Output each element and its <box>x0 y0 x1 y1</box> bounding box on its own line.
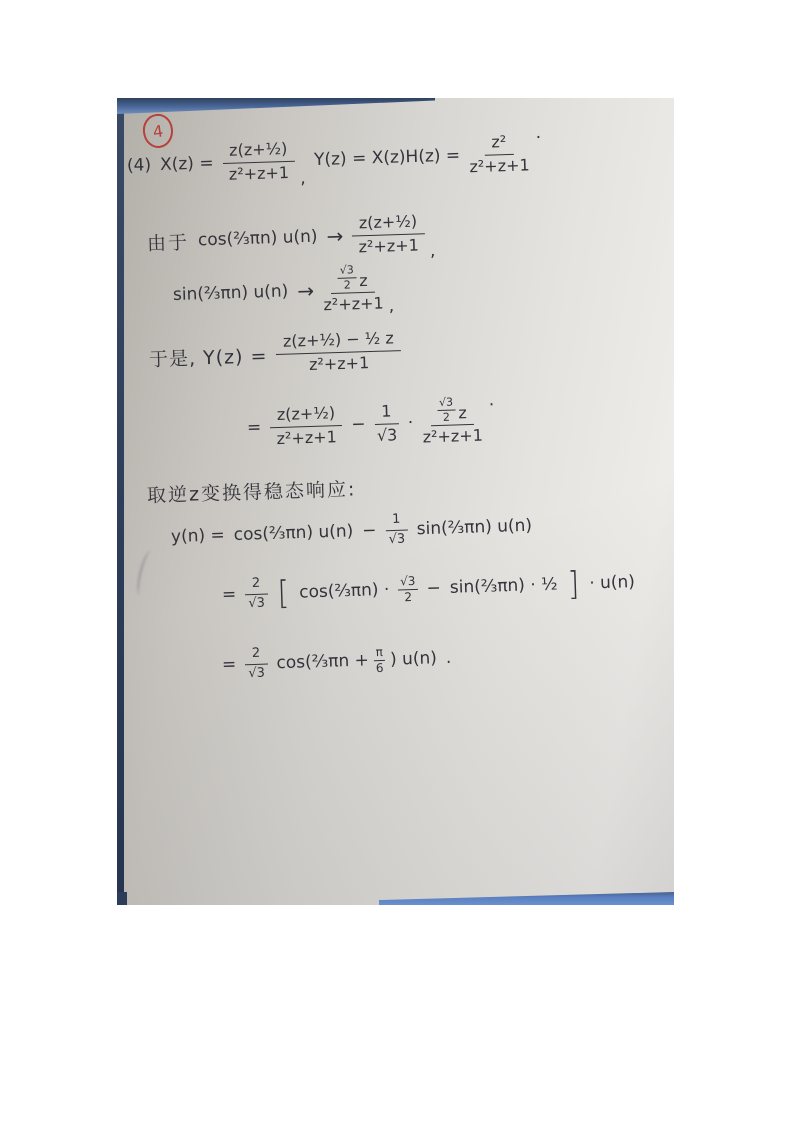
math-line-1 <box>126 113 543 206</box>
xz-fraction <box>222 140 295 184</box>
cos-open: cos(⅔πn + <box>276 650 370 674</box>
combined-denominator: z²+z+1 <box>308 352 370 374</box>
yz-denominator: z²+z+1 <box>469 154 530 176</box>
maps-to-arrow: → <box>326 223 344 249</box>
period: . <box>535 122 542 144</box>
table-edge-top <box>117 98 435 114</box>
cos-factor: cos(⅔πn) · <box>298 579 390 603</box>
minus-sign: − <box>361 520 377 541</box>
sin-z-denominator: z²+z+1 <box>323 293 384 315</box>
one-over-sqrt3-fraction: $\frac{1}{√3}$ <box>374 402 399 445</box>
item-label: (4) <box>126 155 152 176</box>
sin-z-fraction-repeat: √3 2 z z²+z+1 <box>422 395 484 447</box>
period: . <box>445 647 452 668</box>
cos-z-numerator: z(z+½) <box>352 212 425 236</box>
xz-denominator: z²+z+1 <box>228 162 290 184</box>
cos-transform-pair: cos(⅔πn) u(n) <box>197 226 318 251</box>
comma: , <box>429 240 436 262</box>
sin-z-numerator <box>331 264 375 294</box>
xz-numerator: z(z+½) <box>222 140 295 164</box>
cos-term: cos(⅔πn) u(n) <box>233 521 354 546</box>
period: . <box>488 390 495 411</box>
sin-z-fraction <box>322 264 384 315</box>
z-variable: z <box>458 403 468 423</box>
close-paren-un: ) u(n) <box>389 648 438 670</box>
yz-combined-fraction <box>276 329 402 375</box>
one-over-sqrt3-fraction: $\frac{1}{√3}$ <box>385 512 408 548</box>
yn-lhs: y(n) = <box>170 525 226 547</box>
math-line-9 <box>221 630 452 693</box>
inverse-transform-statement: 取逆z变换得稳态响应: <box>146 477 357 507</box>
yz-fraction <box>468 132 529 176</box>
pen-smudge <box>134 549 158 597</box>
table-edge-bottom <box>379 892 674 905</box>
comma: , <box>299 168 306 189</box>
combined-numerator: z(z+½) − ½ z <box>276 329 401 354</box>
minus-sign: − <box>351 414 366 435</box>
math-line-8 <box>221 550 636 627</box>
xz-lhs: X(z) = <box>159 153 214 175</box>
math-line-5 <box>246 380 496 468</box>
two-over-sqrt3-fraction: $\frac{2}{√3}$ <box>245 646 268 682</box>
sqrt3-over-2: √3 2 <box>338 264 357 291</box>
notebook-photo <box>117 98 674 905</box>
yz-lhs: Y(z) = X(z)H(z) = <box>313 145 461 171</box>
circled-page-number-text: 4 <box>151 120 165 142</box>
sin-term: sin(⅔πn) u(n) <box>416 515 533 540</box>
table-corner <box>117 892 127 905</box>
yz-numerator: z² <box>484 133 513 155</box>
notebook-left-edge <box>117 98 124 905</box>
pi-over-6: $\frac{\pi}{6}$ <box>375 644 384 675</box>
comma: , <box>388 296 395 317</box>
sin-factor: sin(⅔πn) · ½ <box>449 574 558 598</box>
sqrt3-over-2: √3 2 <box>398 575 418 604</box>
sin-transform-pair: sin(⅔πn) u(n) <box>172 281 289 305</box>
left-bracket: [ <box>276 573 290 613</box>
z-variable: z <box>358 270 368 291</box>
multiplication-dot: · <box>407 412 414 433</box>
two-over-sqrt3-fraction: $\frac{2}{√3}$ <box>245 576 268 612</box>
maps-to-arrow: → <box>296 278 315 304</box>
equals-sign: = <box>221 584 237 605</box>
first-fraction: $\frac{\text{z(z+½)}}{\text{z²+z+1}}$ <box>270 404 343 448</box>
cos-z-denominator: z²+z+1 <box>358 234 420 256</box>
since-label: 由于 <box>146 231 190 255</box>
right-bracket: ] <box>566 564 580 604</box>
equals-sign: = <box>221 654 237 675</box>
equals-sign: = <box>246 417 262 438</box>
minus-sign: − <box>426 578 442 599</box>
times-un-suffix: · u(n) <box>588 572 636 594</box>
sqrt3-over-2: √3 2 <box>437 397 456 424</box>
sin-z-numerator <box>430 396 474 426</box>
thus-yz-lhs: 于是, Y(z) = <box>148 344 268 371</box>
